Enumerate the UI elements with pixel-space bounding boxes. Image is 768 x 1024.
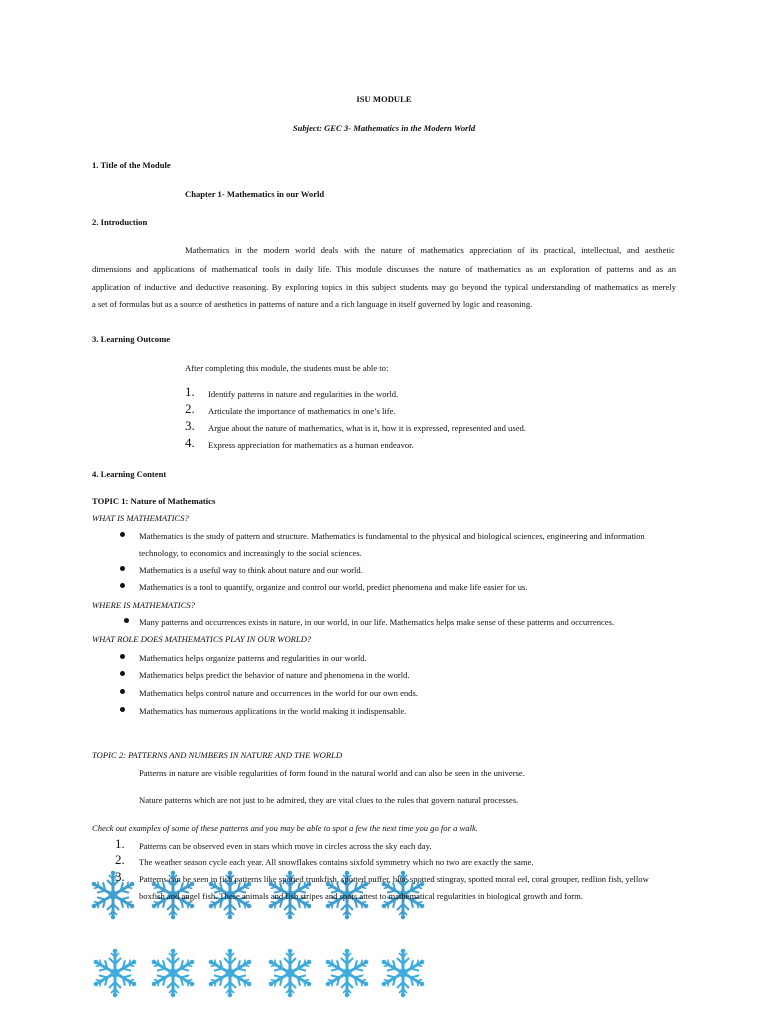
outcome-item: Identify patterns in nature and regularities in the world. [208,389,399,399]
section-3-heading: 3. Learning Outcome [92,334,171,344]
bullet-icon [124,618,129,623]
bullet-text: Mathematics helps control nature and occurrences in the world for our own ends. [139,688,418,698]
bullet-text: Mathematics helps organize patterns and regularities in our world. [139,653,367,663]
bullet-text: Mathematics is a useful way to think about nature and our world. [139,565,363,575]
module-title: ISU MODULE [356,94,412,104]
question-where-is-math: WHERE IS MATHEMATICS? [92,600,195,610]
bullet-text: Mathematics is the study of pattern and structure. Mathematics is fundamental to the physical and biological sciences, engineering and information [139,531,645,541]
bullet-icon [120,707,125,712]
intro-line-2: dimensions and applications of mathematical tools in daily life. This module discusses the nature of mathematics as an exploration of patterns and as an [92,264,676,274]
bullet-icon [120,689,125,694]
bullet-icon [120,654,125,659]
example-number: 3. [115,869,125,884]
outcome-number: 4. [185,435,195,450]
outcome-number: 3. [185,418,195,433]
example-item: Patterns can be seen in fish patterns like spotted trunkfish, spotted puffer, blue spotted stingray, spotted moral eel, coral grouper, redlion fish, yellow [139,874,649,884]
example-item: The weather season cycle each year. All snowflakes contains sixfold symmetry which no two are exactly the same. [139,857,534,867]
section-4-heading: 4. Learning Content [92,469,167,479]
outcome-item: Argue about the nature of mathematics, what is it, how it is expressed, represented and used. [208,423,526,433]
question-role-of-math: WHAT ROLE DOES MATHEMATICS PLAY IN OUR WORLD? [92,634,312,644]
section-2-heading: 2. Introduction [92,217,148,227]
bullet-icon [120,583,125,588]
examples-intro: Check out examples of some of these patterns and you may be able to spot a few the next time you go for a walk. [92,823,478,833]
example-number: 2. [115,852,125,867]
outcome-intro: After completing this module, the students must be able to: [185,363,389,373]
bullet-icon [120,532,125,537]
bullet-text: Mathematics has numerous applications in the world making it indispensable. [139,706,407,716]
intro-line-4: a set of formulas but as a source of aesthetics in patterns of nature and a rich language in itself governed by logic and reasoning. [92,299,533,309]
bullet-text-continuation: technology, to economics and increasingly to the social sciences. [139,548,362,558]
topic-1-heading: TOPIC 1: Nature of Mathematics [92,496,216,506]
subject-line: Subject: GEC 3- Mathematics in the Modern World [292,123,476,133]
intro-line-3: application of inductive and deductive reasoning. By exploring topics in this subject students may go beyond the typical understanding of mathematics as merely [92,282,676,292]
topic-2-paragraph-1: Patterns in nature are visible regularities of form found in the natural world and can also be seen in the universe. [139,768,525,778]
outcome-item: Express appreciation for mathematics as a human endeavor. [208,440,414,450]
bullet-icon [120,566,125,571]
example-item: Patterns can be observed even in stars which move in circles across the sky each day. [139,841,432,851]
intro-line-1: Mathematics in the modern world deals with the nature of mathematics appreciation of its practical, intellectual, and aesthetic [185,245,675,255]
bullet-text: Mathematics helps predict the behavior of nature and phenomena in the world. [139,670,410,680]
outcome-number: 2. [185,401,195,416]
bullet-text: Many patterns and occurrences exists in nature, in our world, in our life. Mathematics helps make sense of these patterns and occurrences. [139,617,615,627]
chapter-title: Chapter 1- Mathematics in our World [185,189,325,199]
question-what-is-math: WHAT IS MATHEMATICS? [92,513,189,523]
bullet-text: Mathematics is a tool to quantify, organize and control our world, predict phenomena and make life easier for us. [139,582,528,592]
topic-2-paragraph-2: Nature patterns which are not just to be admired, they are vital clues to the rules that govern natural processes. [139,795,519,805]
example-item-continuation: boxfish and angel fish. These animals and fish stripes and spots attest to mathematical regularities in biological growth and form. [139,891,583,901]
section-1-heading: 1. Title of the Module [92,160,171,170]
bullet-icon [120,671,125,676]
example-number: 1. [115,836,125,851]
topic-2-heading: TOPIC 2: PATTERNS AND NUMBERS IN NATURE AND THE WORLD [92,750,343,760]
outcome-number: 1. [185,384,195,399]
outcome-item: Articulate the importance of mathematics in one’s life. [208,406,396,416]
